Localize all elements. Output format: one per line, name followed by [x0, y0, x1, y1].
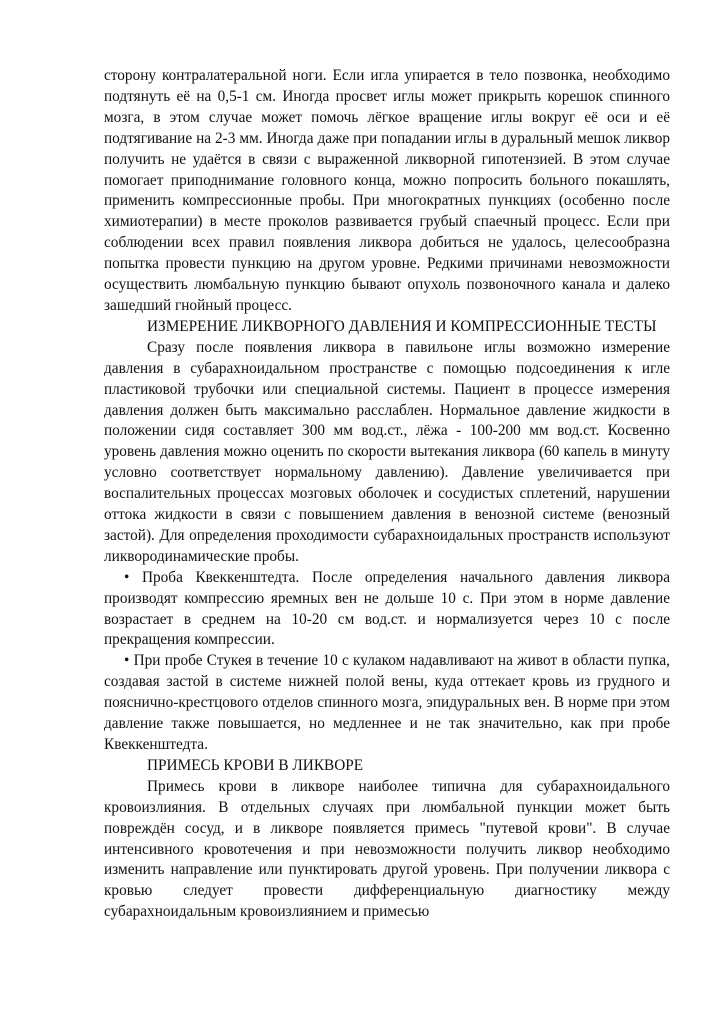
heading-blood-in-csf: ПРИМЕСЬ КРОВИ В ЛИКВОРЕ — [147, 756, 364, 774]
paragraph-pressure-measurement: Сразу после появления ликвора в павильоне иглы возможно измерение давления в субарахноидальном пространстве с помощью подсоединения к игле пластиковой трубочки или специальной системы. Пациент в процессе измерения давления должен быть максимально расслаблен. Нормальное давление жидкости в положении сидя составляет 300 мм вод.ст., лёжа - 100-200 мм вод.ст. Косвенно уровень давления можно оценить по скорости вытекания ликвора (60 капель в минуту условно соответствует нормальному давлению). Давление увеличивается при воспалительных процессах мозговых оболочек и сосудистых сплетений, нарушении оттока жидкости в связи с повышением давления в венозной системе (венозный застой). Для определения проходимости субарахноидальных пространств используют ликвородинамические пробы. — [104, 338, 670, 565]
bullet-stookey-test: • При пробе Стукея в течение 10 с кулаком надавливают на живот в области пупка, создавая застой в системе нижней полой вены, куда оттекает кровь из грудного и пояснично-крестцового отделов спинного мозга, эпидуральных вен. В норме при этом давление также повышается, но медленнее и не так значительно, как при пробе Квеккенштедта. — [104, 652, 670, 753]
heading-csf-pressure-measurement: ИЗМЕРЕНИЕ ЛИКВОРНОГО ДАВЛЕНИЯ И КОМПРЕССИОННЫЕ ТЕСТЫ — [147, 317, 657, 335]
bullet-queckenstedt-test: • Проба Квеккенштедта. После определения начального давления ликвора производят компрессию яремных вен не дольше 10 с. При этом в норме давление возрастает в среднем на 10-20 см вод.ст. и нормализуется через 10 с после прекращения компрессии. — [104, 568, 670, 649]
page-content — [104, 66, 670, 923]
paragraph-blood-admixture: Примесь крови в ликворе наиболее типична для субарахноидального кровоизлияния. В отдельных случаях при люмбальной пункции может быть повреждён сосуд, и в ликворе появляется примесь "путевой крови". В случае интенсивного кровотечения и при невозможности получить ликвор необходимо изменить направление или пунктировать другой уровень. При получении ликвора с кровью следует провести дифференциальную диагностику между субарахноидальным кровоизлиянием и примесью — [104, 777, 670, 921]
paragraph-lumbar-puncture-continuation: сторону контралатеральной ноги. Если игла упирается в тело позвонка, необходимо подтянуть её на 0,5-1 см. Иногда просвет иглы может прикрыть корешок спинного мозга, в этом случае может помочь лёгкое вращение иглы вокруг её оси и её подтягивание на 2-3 мм. Иногда даже при попадании иглы в дуральный мешок ликвор получить не удаётся в связи с выраженной ликворной гипотензией. В этом случае помогает приподнимание головного конца, можно попросить больного покашлять, применить компрессионные пробы. При многократных пункциях (особенно после химиотерапии) в месте проколов развивается грубый спаечный процесс. Если при соблюдении всех правил появления ликвора добиться не удалось, целесообразна попытка провести пункцию на другом уровне. Редкими причинами невозможности осуществить люмбальную пункцию бывают опухоль позвоночного канала и далеко зашедший гнойный процесс. — [104, 67, 670, 314]
